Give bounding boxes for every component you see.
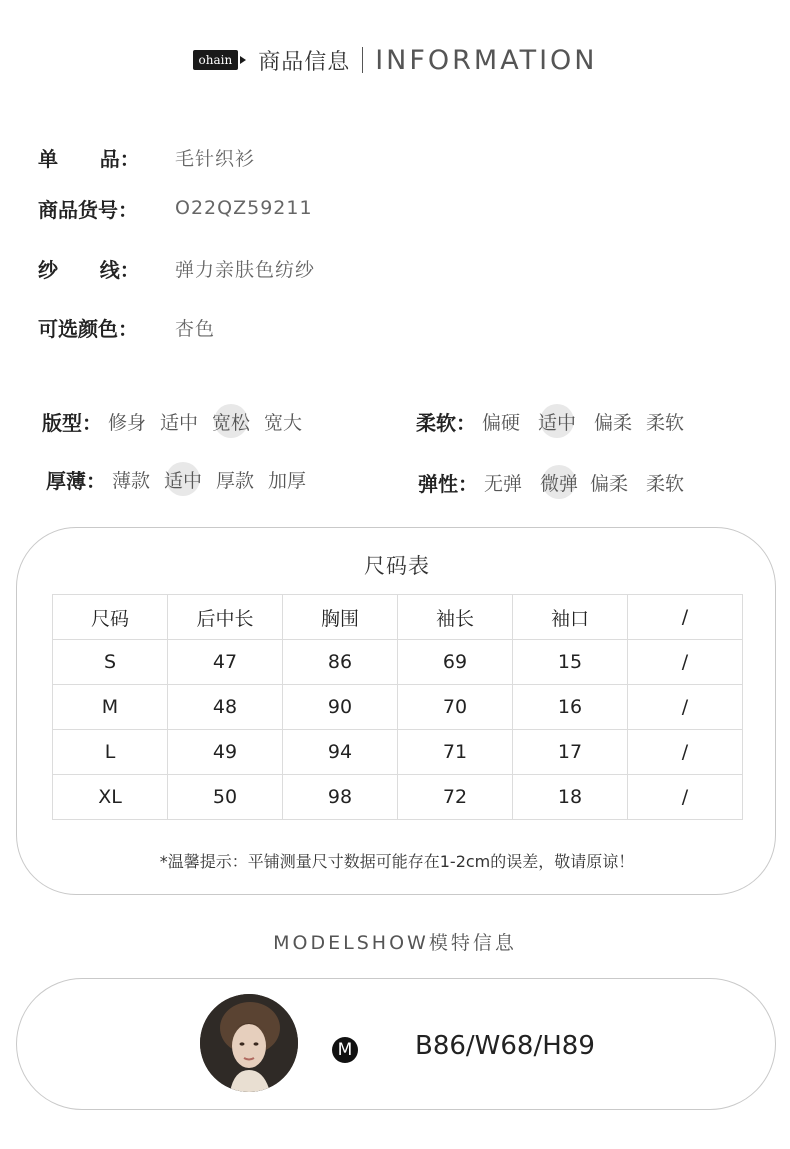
table-row (53, 775, 743, 820)
play-triangle-icon (240, 56, 246, 64)
model-portrait-icon (200, 994, 298, 1092)
table-cell: 17 (513, 730, 628, 775)
info-value: 毛针织衫 (175, 147, 256, 170)
info-label: 纱 线： (38, 257, 140, 282)
attr-option: 柔软 (646, 411, 685, 434)
table-cell: 18 (513, 775, 628, 820)
table-row (53, 640, 743, 685)
info-label: 可选颜色： (38, 316, 138, 341)
table-cell: 50 (168, 775, 283, 820)
attr-option-selected: 微弹 (540, 469, 578, 496)
attr-label: 弹性： (418, 471, 478, 496)
attr-option: 适中 (160, 411, 199, 434)
table-header-cell: 袖长 (398, 595, 513, 640)
table-row (53, 730, 743, 775)
table-cell: 70 (398, 685, 513, 730)
table-cell: 94 (283, 730, 398, 775)
attr-option: 偏柔 (594, 411, 633, 434)
attr-option: 偏硬 (482, 411, 521, 434)
header-divider (362, 47, 363, 73)
attr-option: 薄款 (112, 469, 151, 492)
info-row-item (38, 142, 255, 172)
info-label: 单 品： (38, 146, 140, 171)
model-heading: MODELSHOW模特信息 (273, 932, 517, 954)
attr-option: 柔软 (646, 472, 685, 495)
attr-option: 无弹 (484, 472, 523, 495)
attr-label: 厚薄： (46, 468, 106, 493)
table-cell: 15 (513, 640, 628, 685)
table-cell: / (628, 730, 743, 775)
model-card (16, 978, 776, 1110)
table-header-cell: 胸围 (283, 595, 398, 640)
attr-option: 厚款 (216, 469, 255, 492)
header-title-en: INFORMATION (375, 44, 598, 76)
table-cell: XL (53, 775, 168, 820)
size-chart-title: 尺码表 (364, 554, 430, 578)
attr-option-selected: 适中 (538, 408, 576, 435)
attr-fit (42, 404, 316, 438)
model-measurements: B86/W68/H89 (415, 1031, 595, 1061)
info-row-sku (38, 193, 313, 223)
size-chart-card (16, 527, 776, 895)
table-cell: / (628, 775, 743, 820)
table-header-cell: / (628, 595, 743, 640)
attr-softness (416, 404, 698, 438)
table-cell: / (628, 685, 743, 730)
model-size-badge: M (332, 1037, 358, 1063)
table-cell: 47 (168, 640, 283, 685)
attr-option: 修身 (108, 411, 147, 434)
brand-logo (193, 49, 247, 71)
size-chart-table (52, 594, 743, 820)
header-title-cn: 商品信息 (258, 49, 351, 75)
attr-option: 偏柔 (590, 472, 629, 495)
attr-thickness (46, 462, 320, 496)
info-row-color (38, 312, 215, 342)
table-cell: 71 (398, 730, 513, 775)
table-cell: 16 (513, 685, 628, 730)
info-value: 弹力亲肤色纺纱 (175, 258, 316, 281)
attr-option: 加厚 (268, 469, 307, 492)
attr-option-selected: 适中 (164, 466, 202, 493)
section-header (0, 40, 790, 80)
info-row-yarn (38, 253, 315, 283)
table-header-cell: 后中长 (168, 595, 283, 640)
table-header-row (53, 595, 743, 640)
table-cell: 86 (283, 640, 398, 685)
table-cell: 90 (283, 685, 398, 730)
table-cell: L (53, 730, 168, 775)
size-chart-note: *温馨提示：平铺测量尺寸数据可能存在1-2cm的误差，敬请原谅！ (159, 852, 635, 871)
table-cell: 49 (168, 730, 283, 775)
table-cell: 48 (168, 685, 283, 730)
info-label: 商品货号： (38, 197, 138, 222)
attr-label: 版型： (42, 410, 102, 435)
table-header-cell: 尺码 (53, 595, 168, 640)
attr-option: 宽大 (264, 411, 303, 434)
table-cell: M (53, 685, 168, 730)
table-row (53, 685, 743, 730)
table-cell: 72 (398, 775, 513, 820)
table-cell: S (53, 640, 168, 685)
table-cell: / (628, 640, 743, 685)
table-cell: 69 (398, 640, 513, 685)
table-header-cell: 袖口 (513, 595, 628, 640)
table-cell: 98 (283, 775, 398, 820)
attr-option-selected: 宽松 (212, 408, 250, 435)
info-value: 杏色 (175, 317, 216, 340)
brand-logo-text: ohain (193, 50, 239, 70)
info-value: O22QZ59211 (175, 197, 313, 219)
attr-label: 柔软： (416, 410, 476, 435)
attr-elasticity (418, 465, 698, 499)
